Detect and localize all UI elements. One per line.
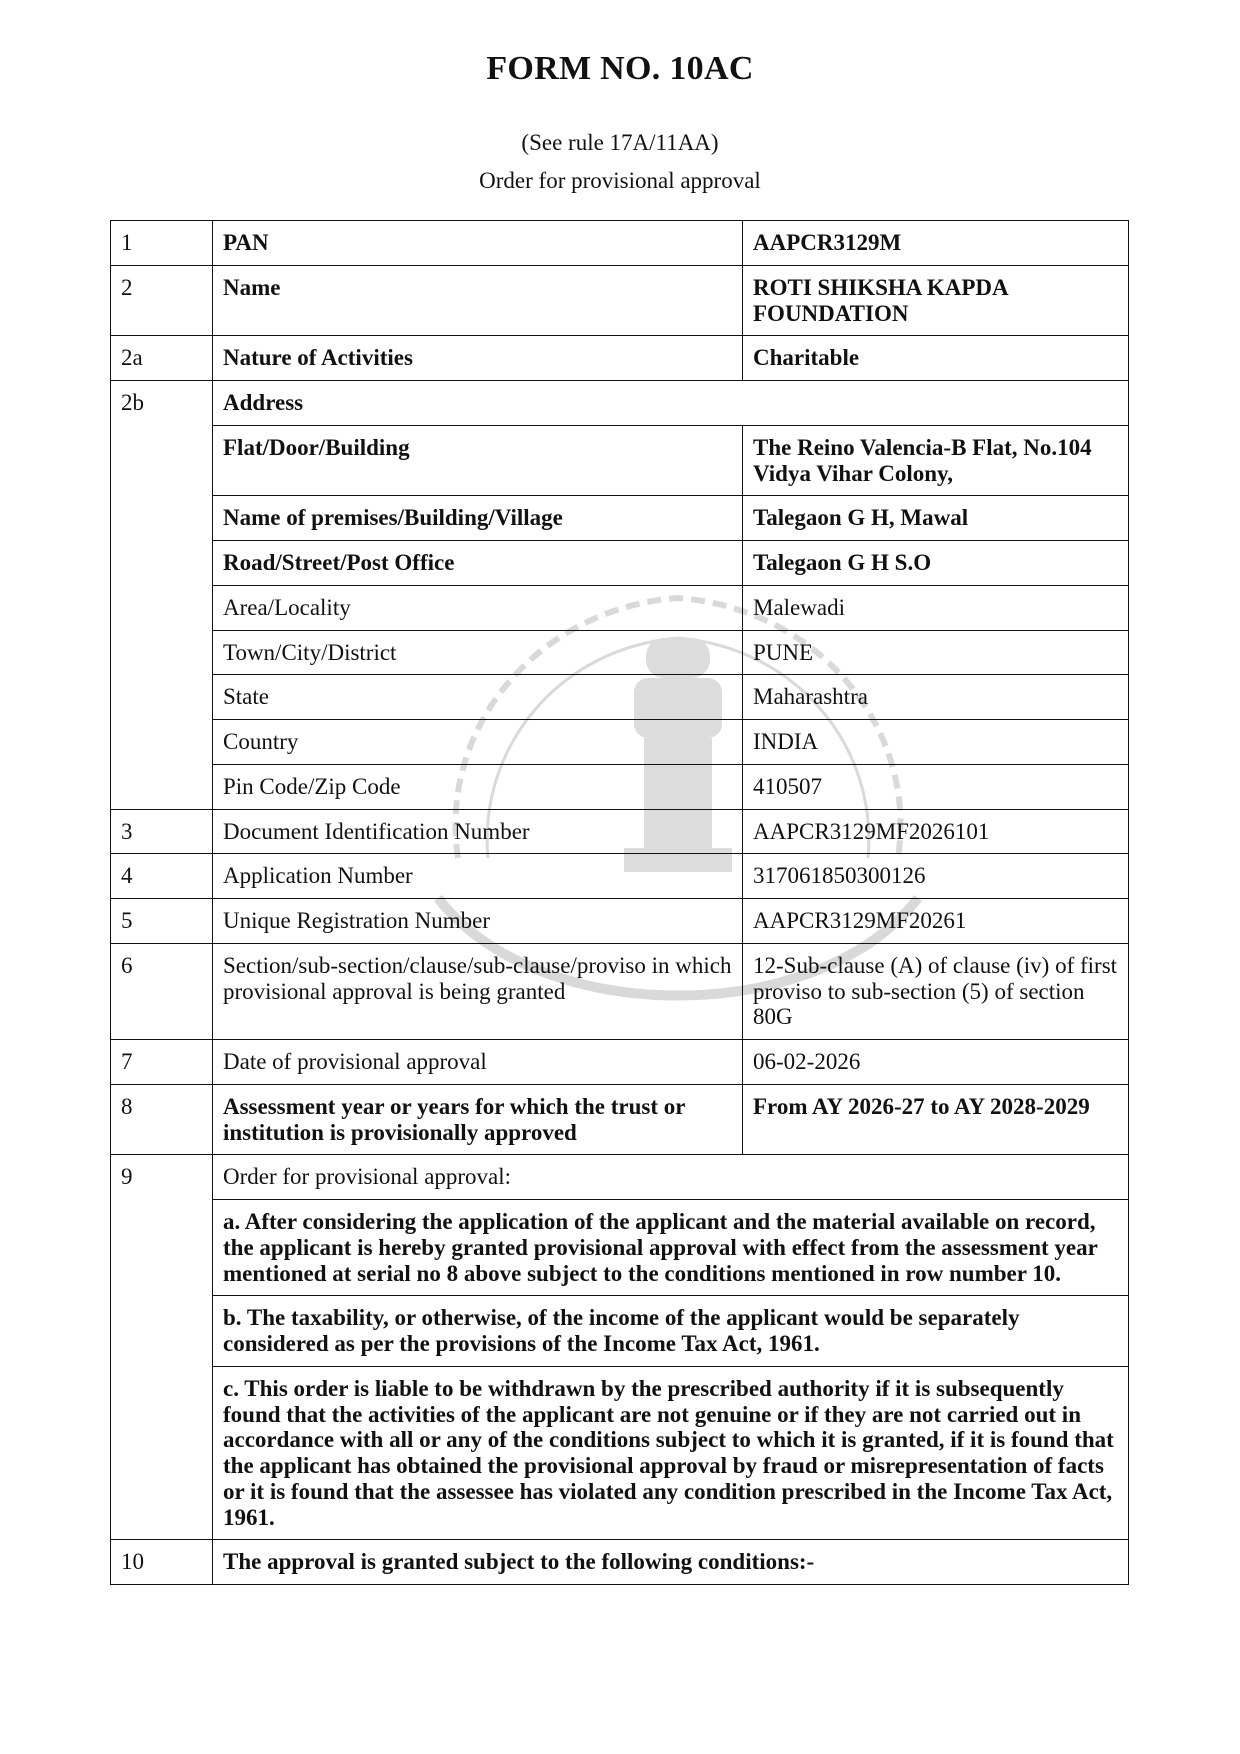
section-value: 12-Sub-clause (A) of clause (iv) of first proviso to sub-section (5) of section 80G [743,943,1129,1039]
form-subtitle: Order for provisional approval [479,168,761,193]
address-field-label: Name of premises/Building/Village [213,496,743,541]
row-number: 2b [111,381,213,810]
conditions-label: The approval is granted subject to the following conditions:- [213,1540,1129,1585]
pan-label: PAN [213,221,743,266]
application-value: 317061850300126 [743,854,1129,899]
table-row [111,585,1129,630]
row-number: 10 [111,1540,213,1585]
row-number: 3 [111,809,213,854]
table-row [111,1366,1129,1540]
address-field-value: INDIA [743,720,1129,765]
form-title: FORM NO. 10AC [486,50,754,87]
address-label: Address [213,381,1129,426]
table-row [111,1540,1129,1585]
address-field-value: Malewadi [743,585,1129,630]
form-table [110,220,1129,1585]
table-row [111,336,1129,381]
order-paragraph: a. After considering the application of the applicant and the material available on record, the applicant is hereby granted provisional approval with effect from the assessment year mentioned at serial no 8 above subject to the conditions mentioned in row number 10. [213,1200,1129,1296]
table-row [111,809,1129,854]
activities-label: Nature of Activities [213,336,743,381]
row-number: 9 [111,1155,213,1540]
date-value: 06-02-2026 [743,1040,1129,1085]
table-row [111,496,1129,541]
row-number: 6 [111,943,213,1039]
table-row [111,1296,1129,1367]
row-number: 1 [111,221,213,266]
ay-value: From AY 2026-27 to AY 2028-2029 [743,1084,1129,1155]
address-field-label: Country [213,720,743,765]
table-row [111,221,1129,266]
table-row [111,381,1129,426]
row-number: 2a [111,336,213,381]
table-row [111,1040,1129,1085]
address-field-label: Area/Locality [213,585,743,630]
table-row [111,675,1129,720]
address-field-label: State [213,675,743,720]
table-row [111,630,1129,675]
address-field-value: Talegaon G H S.O [743,541,1129,586]
table-row [111,1155,1129,1200]
name-label: Name [213,265,743,336]
row-number: 8 [111,1084,213,1155]
row-number: 5 [111,899,213,944]
table-row [111,541,1129,586]
rule-reference: (See rule 17A/11AA) [521,130,719,155]
address-field-label: Flat/Door/Building [213,425,743,496]
table-row [111,1084,1129,1155]
order-paragraph: c. This order is liable to be withdrawn by the prescribed authority if it is subsequently found that the activities of the applicant are not genuine or if they are not carried out in accordance with all or any of the conditions subject to which it is granted, if it is found that the applicant has obtained the provisional approval by fraud or misrepresentation of facts or it is found that the assessee has violated any condition prescribed in the Income Tax Act, 1961. [213,1366,1129,1540]
order-heading: Order for provisional approval: [213,1155,1129,1200]
name-value: ROTI SHIKSHA KAPDA FOUNDATION [743,265,1129,336]
table-row [111,1200,1129,1296]
ay-label: Assessment year or years for which the trust or institution is provisionally approved [213,1084,743,1155]
address-field-value: Maharashtra [743,675,1129,720]
row-number: 2 [111,265,213,336]
address-field-value: The Reino Valencia-B Flat, No.104 Vidya Vihar Colony, [743,425,1129,496]
row-number: 4 [111,854,213,899]
table-row [111,720,1129,765]
order-paragraph: b. The taxability, or otherwise, of the income of the applicant would be separately considered as per the provisions of the Income Tax Act, 1961. [213,1296,1129,1367]
address-field-value: 410507 [743,764,1129,809]
address-field-value: Talegaon G H, Mawal [743,496,1129,541]
address-field-label: Road/Street/Post Office [213,541,743,586]
pan-value: AAPCR3129M [743,221,1129,266]
address-field-label: Pin Code/Zip Code [213,764,743,809]
table-row [111,265,1129,336]
urn-label: Unique Registration Number [213,899,743,944]
application-label: Application Number [213,854,743,899]
address-field-value: PUNE [743,630,1129,675]
table-row [111,899,1129,944]
table-row [111,943,1129,1039]
address-field-label: Town/City/District [213,630,743,675]
activities-value: Charitable [743,336,1129,381]
din-label: Document Identification Number [213,809,743,854]
section-label: Section/sub-section/clause/sub-clause/proviso in which provisional approval is being granted [213,943,743,1039]
table-row [111,425,1129,496]
date-label: Date of provisional approval [213,1040,743,1085]
table-row [111,764,1129,809]
row-number: 7 [111,1040,213,1085]
urn-value: AAPCR3129MF20261 [743,899,1129,944]
din-value: AAPCR3129MF2026101 [743,809,1129,854]
table-row [111,854,1129,899]
